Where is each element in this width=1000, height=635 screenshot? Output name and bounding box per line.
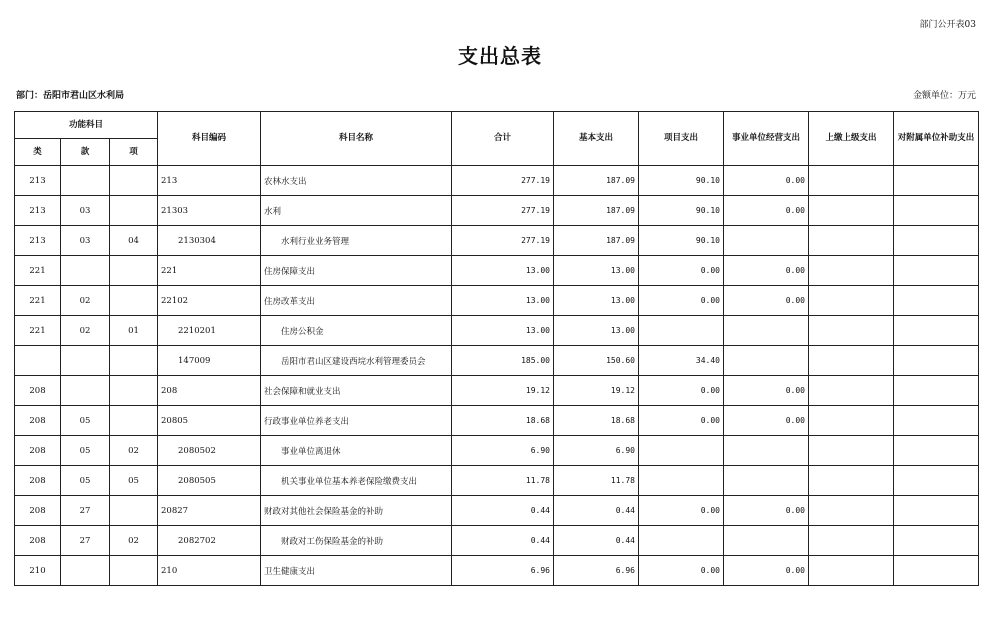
business-expenditure-cell: 0.00 [724, 166, 809, 196]
lei-cell: 208 [15, 496, 61, 526]
basic-expenditure-cell: 18.68 [554, 406, 639, 436]
kuan-cell [61, 556, 110, 586]
upper-level-expenditure-cell [809, 376, 894, 406]
upper-level-expenditure-cell [809, 226, 894, 256]
header-project-expenditure: 项目支出 [639, 112, 724, 166]
xiang-cell [110, 346, 158, 376]
subject-name-cell: 财政对其他社会保险基金的补助 [261, 496, 452, 526]
subject-code-cell: 208 [158, 376, 261, 406]
xiang-cell: 01 [110, 316, 158, 346]
kuan-cell: 05 [61, 466, 110, 496]
basic-expenditure-cell: 13.00 [554, 316, 639, 346]
table-row [15, 436, 979, 466]
total-cell: 277.19 [452, 226, 554, 256]
subsidiary-subsidy-cell [894, 466, 979, 496]
business-expenditure-cell [724, 526, 809, 556]
business-expenditure-cell [724, 466, 809, 496]
header-kuan: 款 [61, 139, 110, 166]
subject-code-cell: 210 [158, 556, 261, 586]
upper-level-expenditure-cell [809, 436, 894, 466]
upper-level-expenditure-cell [809, 556, 894, 586]
total-cell: 6.90 [452, 436, 554, 466]
table-row [15, 376, 979, 406]
table-row [15, 226, 979, 256]
project-expenditure-cell: 0.00 [639, 256, 724, 286]
subject-name-cell: 住房保障支出 [261, 256, 452, 286]
business-expenditure-cell [724, 316, 809, 346]
xiang-cell [110, 376, 158, 406]
xiang-cell [110, 256, 158, 286]
header-lei: 类 [15, 139, 61, 166]
subject-name-cell: 水利 [261, 196, 452, 226]
business-expenditure-cell: 0.00 [724, 196, 809, 226]
xiang-cell: 04 [110, 226, 158, 256]
lei-cell: 221 [15, 256, 61, 286]
lei-cell: 221 [15, 286, 61, 316]
project-expenditure-cell: 90.10 [639, 226, 724, 256]
total-cell: 13.00 [452, 316, 554, 346]
header-function-subject: 功能科目 [15, 112, 158, 139]
lei-cell: 213 [15, 226, 61, 256]
table-row [15, 346, 979, 376]
basic-expenditure-cell: 6.96 [554, 556, 639, 586]
lei-cell: 208 [15, 526, 61, 556]
lei-cell [15, 346, 61, 376]
upper-level-expenditure-cell [809, 466, 894, 496]
subject-name-cell: 住房公积金 [261, 316, 452, 346]
lei-cell: 221 [15, 316, 61, 346]
project-expenditure-cell: 90.10 [639, 196, 724, 226]
project-expenditure-cell [639, 466, 724, 496]
expenditure-summary-table [14, 111, 979, 586]
lei-cell: 208 [15, 466, 61, 496]
upper-level-expenditure-cell [809, 406, 894, 436]
subsidiary-subsidy-cell [894, 346, 979, 376]
xiang-cell [110, 166, 158, 196]
subject-code-cell: 147009 [158, 346, 261, 376]
business-expenditure-cell: 0.00 [724, 406, 809, 436]
xiang-cell [110, 496, 158, 526]
total-cell: 277.19 [452, 166, 554, 196]
kuan-cell [61, 256, 110, 286]
subject-code-cell: 22102 [158, 286, 261, 316]
upper-level-expenditure-cell [809, 526, 894, 556]
table-row [15, 526, 979, 556]
subject-code-cell: 20827 [158, 496, 261, 526]
basic-expenditure-cell: 19.12 [554, 376, 639, 406]
subject-name-cell: 事业单位离退休 [261, 436, 452, 466]
table-row [15, 406, 979, 436]
kuan-cell: 02 [61, 286, 110, 316]
xiang-cell [110, 406, 158, 436]
table-row [15, 166, 979, 196]
subject-name-cell: 岳阳市君山区建设西垸水利管理委员会 [261, 346, 452, 376]
subsidiary-subsidy-cell [894, 526, 979, 556]
subject-code-cell: 2082702 [158, 526, 261, 556]
xiang-cell [110, 196, 158, 226]
business-expenditure-cell: 0.00 [724, 496, 809, 526]
xiang-cell: 02 [110, 526, 158, 556]
subject-name-cell: 水利行业业务管理 [261, 226, 452, 256]
table-row [15, 556, 979, 586]
xiang-cell [110, 556, 158, 586]
business-expenditure-cell [724, 346, 809, 376]
kuan-cell [61, 376, 110, 406]
kuan-cell: 03 [61, 196, 110, 226]
total-cell: 13.00 [452, 286, 554, 316]
header-subject-name: 科目名称 [261, 112, 452, 166]
table-row [15, 496, 979, 526]
department-label: 部门：岳阳市君山区水利局 [16, 91, 125, 101]
subsidiary-subsidy-cell [894, 226, 979, 256]
table-row [15, 196, 979, 226]
project-expenditure-cell: 0.00 [639, 556, 724, 586]
subject-name-cell: 财政对工伤保险基金的补助 [261, 526, 452, 556]
subject-name-cell: 社会保障和就业支出 [261, 376, 452, 406]
lei-cell: 208 [15, 406, 61, 436]
kuan-cell: 27 [61, 526, 110, 556]
header-upper-level-expenditure: 上缴上级支出 [809, 112, 894, 166]
basic-expenditure-cell: 187.09 [554, 226, 639, 256]
basic-expenditure-cell: 13.00 [554, 286, 639, 316]
basic-expenditure-cell: 187.09 [554, 196, 639, 226]
header-business-expenditure: 事业单位经营支出 [724, 112, 809, 166]
project-expenditure-cell [639, 526, 724, 556]
basic-expenditure-cell: 13.00 [554, 256, 639, 286]
total-cell: 13.00 [452, 256, 554, 286]
total-cell: 0.44 [452, 496, 554, 526]
basic-expenditure-cell: 0.44 [554, 496, 639, 526]
project-expenditure-cell: 34.40 [639, 346, 724, 376]
project-expenditure-cell: 0.00 [639, 286, 724, 316]
kuan-cell: 03 [61, 226, 110, 256]
table-row [15, 256, 979, 286]
subsidiary-subsidy-cell [894, 256, 979, 286]
subject-name-cell: 行政事业单位养老支出 [261, 406, 452, 436]
header-total: 合计 [452, 112, 554, 166]
basic-expenditure-cell: 6.90 [554, 436, 639, 466]
amount-unit-label: 金额单位：万元 [912, 91, 976, 101]
project-expenditure-cell: 0.00 [639, 496, 724, 526]
table-row [15, 466, 979, 496]
subsidiary-subsidy-cell [894, 376, 979, 406]
business-expenditure-cell [724, 436, 809, 466]
subject-code-cell: 221 [158, 256, 261, 286]
lei-cell: 213 [15, 196, 61, 226]
total-cell: 18.68 [452, 406, 554, 436]
basic-expenditure-cell: 187.09 [554, 166, 639, 196]
total-cell: 0.44 [452, 526, 554, 556]
upper-level-expenditure-cell [809, 346, 894, 376]
subject-code-cell: 20805 [158, 406, 261, 436]
table-body [15, 166, 979, 586]
subsidiary-subsidy-cell [894, 406, 979, 436]
basic-expenditure-cell: 11.78 [554, 466, 639, 496]
project-expenditure-cell [639, 316, 724, 346]
xiang-cell [110, 286, 158, 316]
kuan-cell: 27 [61, 496, 110, 526]
project-expenditure-cell: 0.00 [639, 376, 724, 406]
business-expenditure-cell: 0.00 [724, 286, 809, 316]
kuan-cell: 02 [61, 316, 110, 346]
xiang-cell: 05 [110, 466, 158, 496]
kuan-cell [61, 346, 110, 376]
total-cell: 277.19 [452, 196, 554, 226]
business-expenditure-cell: 0.00 [724, 376, 809, 406]
subject-code-cell: 2130304 [158, 226, 261, 256]
total-cell: 185.00 [452, 346, 554, 376]
table-header [15, 112, 979, 166]
subject-name-cell: 机关事业单位基本养老保险缴费支出 [261, 466, 452, 496]
lei-cell: 210 [15, 556, 61, 586]
subsidiary-subsidy-cell [894, 316, 979, 346]
basic-expenditure-cell: 0.44 [554, 526, 639, 556]
table-row [15, 316, 979, 346]
subject-code-cell: 2210201 [158, 316, 261, 346]
upper-level-expenditure-cell [809, 286, 894, 316]
lei-cell: 208 [15, 376, 61, 406]
business-expenditure-cell [724, 226, 809, 256]
subsidiary-subsidy-cell [894, 196, 979, 226]
upper-level-expenditure-cell [809, 166, 894, 196]
business-expenditure-cell: 0.00 [724, 556, 809, 586]
subject-name-cell: 农林水支出 [261, 166, 452, 196]
upper-level-expenditure-cell [809, 316, 894, 346]
lei-cell: 213 [15, 166, 61, 196]
subsidiary-subsidy-cell [894, 496, 979, 526]
project-expenditure-cell [639, 436, 724, 466]
basic-expenditure-cell: 150.60 [554, 346, 639, 376]
subsidiary-subsidy-cell [894, 436, 979, 466]
subsidiary-subsidy-cell [894, 286, 979, 316]
total-cell: 11.78 [452, 466, 554, 496]
header-subsidiary-subsidy: 对附属单位补助支出 [894, 112, 979, 166]
lei-cell: 208 [15, 436, 61, 466]
header-basic-expenditure: 基本支出 [554, 112, 639, 166]
subject-code-cell: 21303 [158, 196, 261, 226]
kuan-cell [61, 166, 110, 196]
subsidiary-subsidy-cell [894, 166, 979, 196]
subject-name-cell: 住房改革支出 [261, 286, 452, 316]
subject-code-cell: 2080505 [158, 466, 261, 496]
upper-level-expenditure-cell [809, 496, 894, 526]
subsidiary-subsidy-cell [894, 556, 979, 586]
subject-name-cell: 卫生健康支出 [261, 556, 452, 586]
project-expenditure-cell: 90.10 [639, 166, 724, 196]
upper-level-expenditure-cell [809, 256, 894, 286]
project-expenditure-cell: 0.00 [639, 406, 724, 436]
total-cell: 19.12 [452, 376, 554, 406]
subject-code-cell: 213 [158, 166, 261, 196]
xiang-cell: 02 [110, 436, 158, 466]
kuan-cell: 05 [61, 436, 110, 466]
subject-code-cell: 2080502 [158, 436, 261, 466]
table-number-label: 部门公开表03 [919, 20, 976, 30]
header-subject-code: 科目编码 [158, 112, 261, 166]
upper-level-expenditure-cell [809, 196, 894, 226]
header-xiang: 项 [110, 139, 158, 166]
kuan-cell: 05 [61, 406, 110, 436]
page-title: 支出总表 [458, 44, 542, 68]
table-row [15, 286, 979, 316]
total-cell: 6.96 [452, 556, 554, 586]
business-expenditure-cell: 0.00 [724, 256, 809, 286]
